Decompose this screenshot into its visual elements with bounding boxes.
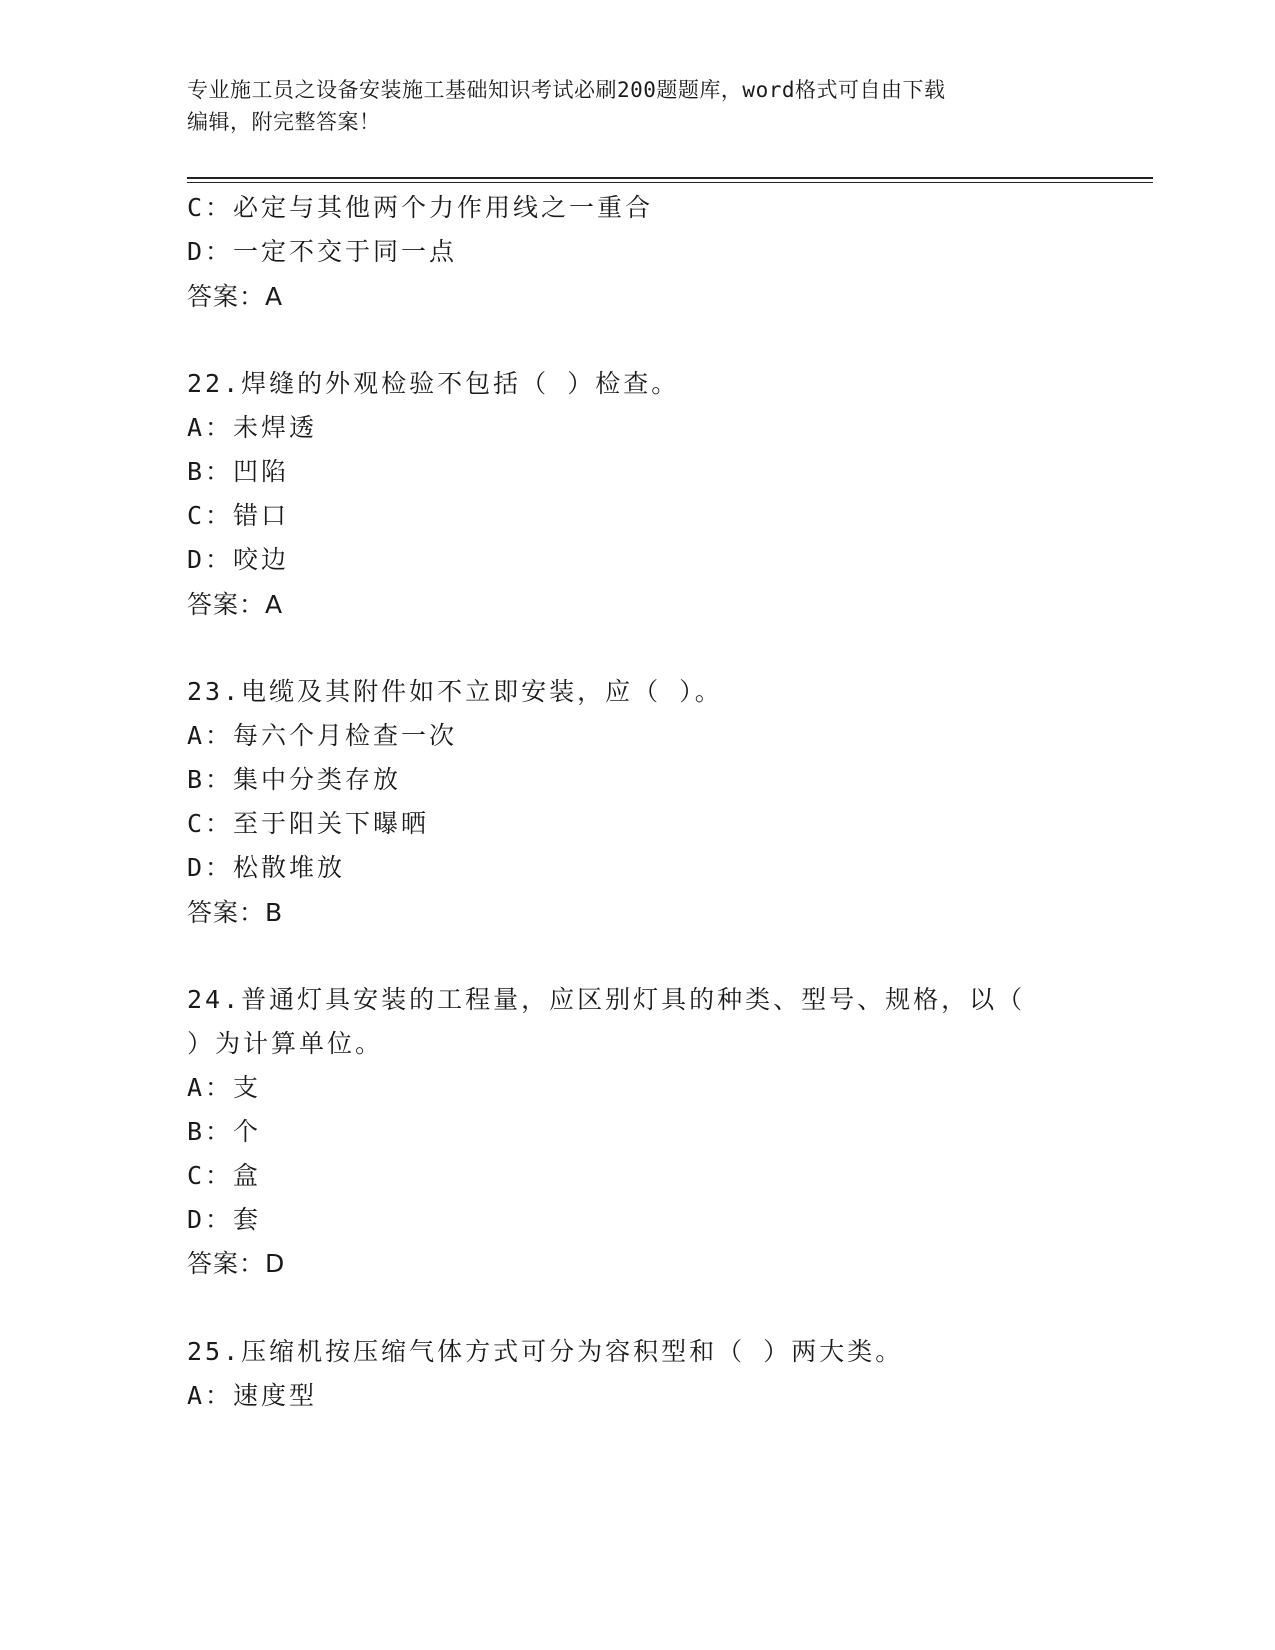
q23-option-b: B：集中分类存放	[187, 765, 402, 794]
q24-option-c: C：盒	[187, 1161, 262, 1190]
q21-answer: 答案：A	[187, 282, 284, 311]
q23-option-c: C：至于阳关下曝晒	[187, 809, 430, 838]
q23-option-a: A：每六个月检查一次	[187, 721, 458, 750]
q23-option-d: D：松散堆放	[187, 853, 346, 882]
q22-option-c: C：错口	[187, 501, 290, 530]
q24-option-b: B：个	[187, 1117, 262, 1146]
q24-answer: 答案：D	[187, 1249, 286, 1278]
q22-question: 22.焊缝的外观检验不包括（ ）检查。	[187, 369, 680, 398]
q25-question: 25.压缩机按压缩气体方式可分为容积型和（ ）两大类。	[187, 1337, 904, 1366]
q24-question-line-1: 24.普通灯具安装的工程量，应区别灯具的种类、型号、规格，以（	[187, 985, 1026, 1014]
q21-option-c: C：必定与其他两个力作用线之一重合	[187, 193, 654, 222]
q22-option-d: D：咬边	[187, 545, 290, 574]
q24-question-line-2: ）为计算单位。	[187, 1029, 384, 1058]
q22-option-b: B：凹陷	[187, 457, 290, 486]
q22-option-a: A：未焊透	[187, 413, 318, 442]
header-rule-thin	[187, 182, 1153, 183]
header-line-1: 专业施工员之设备安装施工基础知识考试必刷200题题库，word格式可自由下载	[187, 78, 946, 102]
q23-answer: 答案：B	[187, 898, 284, 927]
q25-option-a: A：速度型	[187, 1381, 318, 1410]
q22-answer: 答案：A	[187, 590, 284, 619]
q24-option-d: D：套	[187, 1205, 262, 1234]
q21-option-d: D：一定不交于同一点	[187, 237, 458, 266]
q24-option-a: A：支	[187, 1073, 262, 1102]
q23-question: 23.电缆及其附件如不立即安装，应（ ）。	[187, 677, 723, 706]
header-line-2: 编辑，附完整答案！	[187, 110, 381, 134]
document-header	[187, 74, 1087, 138]
header-rule-thick	[187, 177, 1153, 179]
